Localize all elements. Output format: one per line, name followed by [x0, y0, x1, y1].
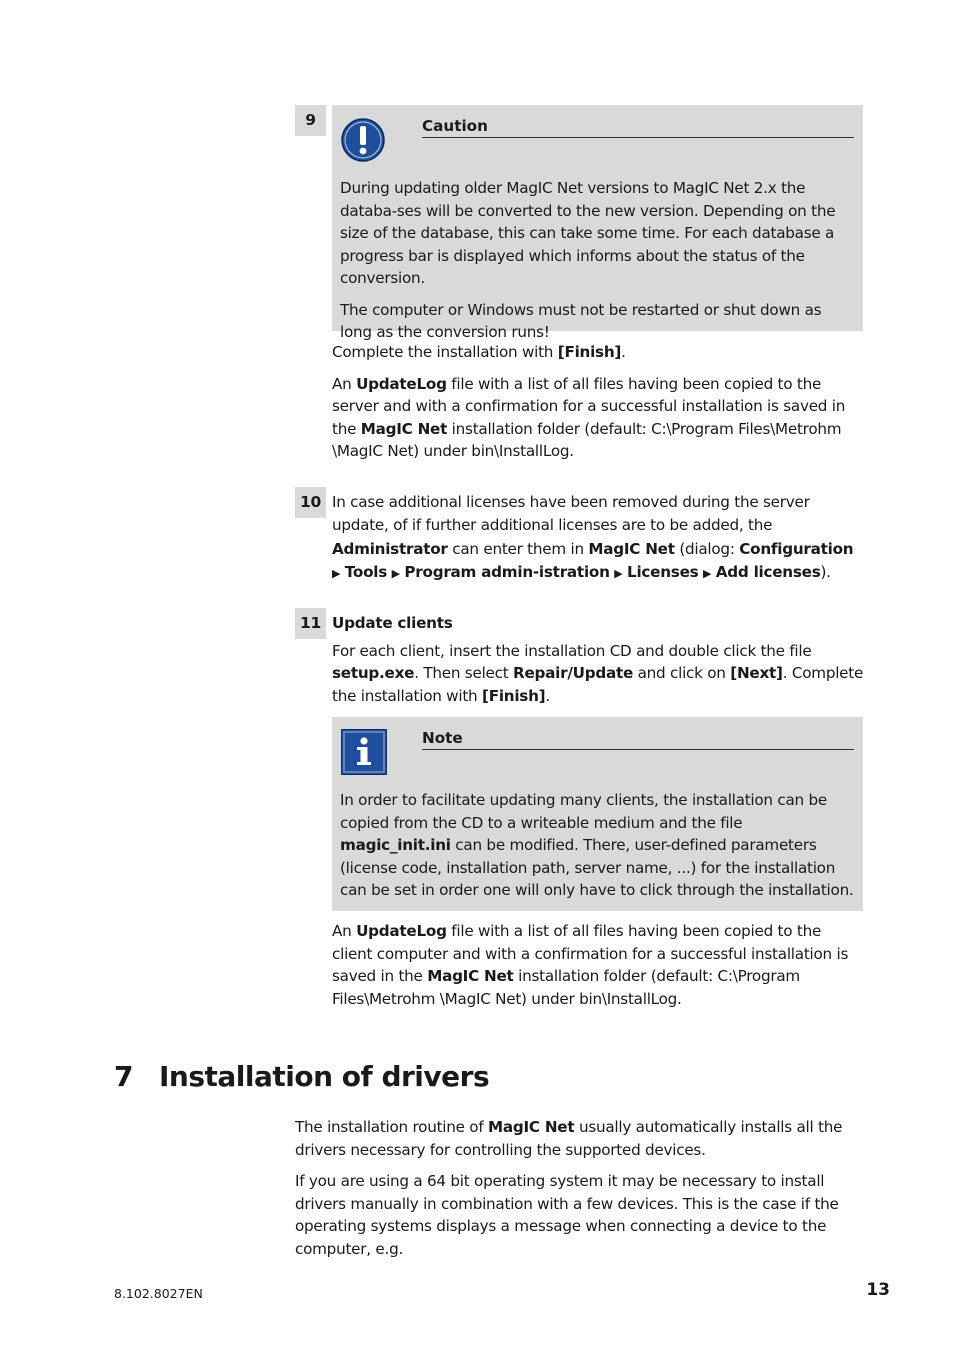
menu-arrow-icon: ▶: [703, 566, 712, 580]
step-number-11: 11: [295, 608, 326, 639]
caution-paragraph: The computer or Windows must not be restarted or shut down as long as the conversion runs!: [340, 300, 822, 341]
caution-paragraph: During updating older MagIC Net versions to MagIC Net 2.x the databa-ses will be converted to the new version. Depending on the size of the database, this can take some time. For each database a progress bar is displayed which informs about the status of the conversion.: [340, 179, 836, 287]
step-number-9: 9: [295, 105, 326, 136]
doc-id: 8.102.8027EN: [114, 1286, 203, 1301]
updatelog-paragraph: An UpdateLog file with a list of all files having been copied to the client computer and with a confirmation for a successful installation is saved in the MagIC Net installation folder (default: C:\Program Files\Metrohm \MagIC Net) under bin\InstallLog.: [332, 922, 849, 1008]
step-11-content: [332, 612, 864, 716]
note-title: Note: [422, 727, 854, 750]
caution-text: [340, 177, 854, 353]
note-paragraph: In order to facilitate updating many clients, the installation can be copied from the CD to a writeable medium and the file magic_init.ini can be modified. There, user-defined parameters (license code, installation path, server name, ...) for the installation can be set in order one will only have to click through the installation.: [340, 791, 854, 899]
updatelog-paragraph: An UpdateLog file with a list of all files having been copied to the server and with a confirmation for a successful installation is saved in the MagIC Net installation folder (default: C:\Program Files\Metrohm \MagIC Net) under bin\InstallLog.: [332, 374, 846, 460]
note-text: [340, 789, 854, 911]
caution-title: Caution: [422, 115, 854, 138]
menu-arrow-icon: ▶: [614, 566, 623, 580]
complete-paragraph: Complete the installation with [Finish].: [332, 343, 626, 361]
section-title: Installation of drivers: [159, 1060, 490, 1093]
licenses-paragraph: In case additional licenses have been removed during the server update, of if further additional licenses are to be added, the Administrator can enter them in MagIC Net (dialog: Configuration ▶ Tools ▶ Program admin-istration ▶ Licenses ▶ Add licenses).: [332, 493, 854, 581]
menu-arrow-icon: ▶: [391, 566, 400, 580]
clients-paragraph: For each client, insert the installation CD and double click the file setup.exe. Then select Repair/Update and click on [Next]. Complete the installation with [Finish].: [332, 641, 864, 705]
step-11-title: Update clients: [332, 614, 453, 632]
section-number: 7: [114, 1060, 133, 1093]
note-box: [332, 717, 863, 911]
caution-icon: [341, 118, 385, 162]
finish-label: [Finish]: [557, 343, 622, 361]
menu-arrow-icon: ▶: [332, 566, 341, 580]
drivers-paragraph: If you are using a 64 bit operating system it may be necessary to install drivers manually in combination with a few devices. This is the case if the operating systems displays a message when connecting a device to the computer, e.g.: [295, 1172, 839, 1258]
page-number: 13: [866, 1280, 890, 1300]
drivers-paragraph: The installation routine of MagIC Net usually automatically installs all the drivers necessary for controlling the supported devices.: [295, 1118, 843, 1159]
step-number-10: 10: [295, 487, 326, 518]
step-11-log: [332, 920, 864, 1019]
section-body: [295, 1116, 865, 1260]
step-9-content: [332, 341, 864, 472]
caution-box: [332, 105, 863, 341]
info-icon: [341, 729, 387, 775]
section-heading: [114, 1057, 489, 1097]
step-10-content: [332, 491, 864, 594]
